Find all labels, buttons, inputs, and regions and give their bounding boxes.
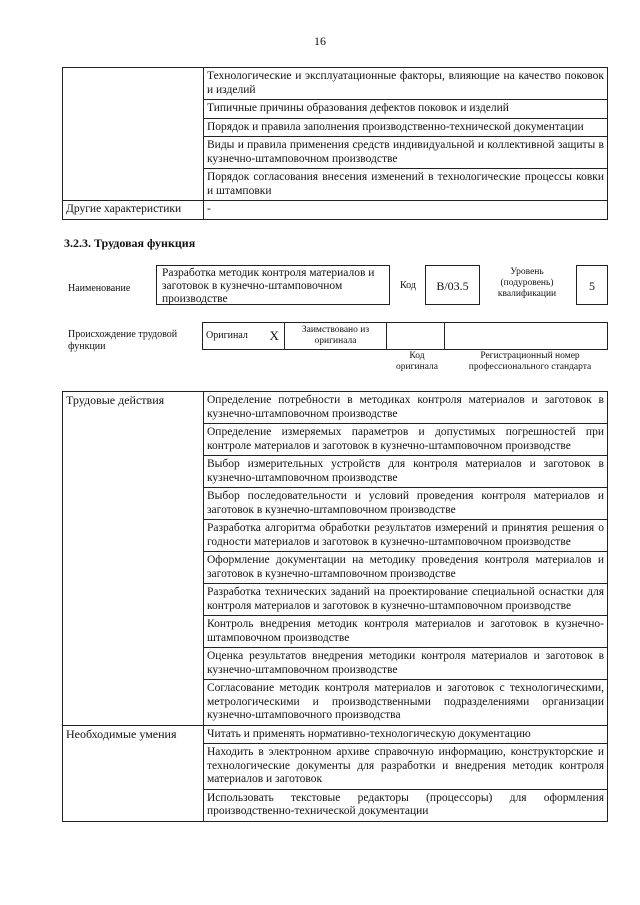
labor-action-item: Контроль внедрения методик контроля материалов и заготовок в кузнечно-штамповочном производстве [204, 616, 608, 648]
table-row [203, 323, 608, 350]
labor-action-item: Определение потребности в методиках контроля материалов и заготовок в кузнечно-штамповочном производстве [204, 392, 608, 424]
table-row [63, 392, 608, 424]
original-mark: X [265, 323, 285, 350]
code-label: Код [400, 280, 416, 291]
other-characteristics-value: - [204, 201, 608, 220]
knowledge-table [62, 67, 608, 220]
table-row [63, 725, 608, 744]
empty-label-cell [63, 68, 204, 201]
knowledge-item: Технологические и эксплуатационные факторы, влияющие на качество поковок и изделий [204, 68, 608, 100]
table-row [63, 201, 608, 220]
skills-label: Необходимые умения [63, 725, 204, 821]
labor-action-item: Выбор последовательности и условий проведения контроля материалов и заготовок в кузнечно-штамповочном производстве [204, 488, 608, 520]
page-number: 16 [314, 34, 326, 48]
table-row [63, 68, 608, 100]
level-box [576, 265, 608, 305]
labor-action-item: Разработка алгоритма обработки результатов измерений и принятия решения о годности материалов и заготовок в кузнечно-штамповочном производстве [204, 520, 608, 552]
function-name: Разработка методик контроля материалов и заготовок в кузнечно-штамповочном производстве [162, 267, 375, 305]
original-code-cell [387, 323, 445, 350]
skill-item: Читать и применять нормативно-технологическую документацию [204, 725, 608, 744]
labor-actions-label: Трудовые действия [63, 392, 204, 726]
function-name-box [156, 265, 390, 305]
section-heading: 3.2.3. Трудовая функция [64, 236, 196, 250]
code-value: В/03.5 [436, 279, 469, 293]
knowledge-item: Типичные причины образования дефектов поковок и изделий [204, 100, 608, 119]
knowledge-item: Виды и правила применения средств индивидуальной и коллективной защиты в кузнечно-штамповочном производстве [204, 137, 608, 169]
code-caption: Код оригинала [396, 351, 438, 372]
knowledge-item: Порядок и правила заполнения производственно-технической документации [204, 118, 608, 137]
labor-action-item: Оценка результатов внедрения методики контроля материалов и заготовок в кузнечно-штамповочном производстве [204, 648, 608, 680]
registration-number-cell [445, 323, 608, 350]
labor-action-item: Выбор измерительных устройств для контроля материалов и заготовок в кузнечно-штамповочном производстве [204, 456, 608, 488]
labor-action-item: Определение измеряемых параметров и допустимых погрешностей при контроле материалов и заготовок в кузнечно-штамповочном производстве [204, 424, 608, 456]
borrowed-label: Заимствовано из оригинала [285, 323, 387, 350]
level-value: 5 [589, 279, 595, 293]
labor-action-item: Согласование методик контроля материалов и заготовок с технологическими, метрологическими и производственными подразделениями организации кузнечно-штамповочного производства [204, 680, 608, 726]
original-label: Оригинал [203, 323, 265, 350]
other-characteristics-label: Другие характеристики [63, 201, 204, 220]
name-label: Наименование [68, 283, 131, 294]
registration-caption: Регистрационный номер профессионального стандарта [468, 351, 592, 372]
skill-item: Находить в электронном архиве справочную информацию, конструкторские и технологические документы для разработки и внедрения методик контроля материалов и заготовок [204, 744, 608, 790]
labor-action-item: Разработка технических заданий на проектирование специальной оснастки для контроля материалов и заготовок в кузнечно-штамповочном производстве [204, 584, 608, 616]
origin-table [202, 322, 608, 350]
labor-action-item: Оформление документации на методику проведения контроля материалов и заготовок в кузнечно-штамповочном производстве [204, 552, 608, 584]
level-label: Уровень (подуровень) квалификации [497, 267, 557, 299]
skill-item: Использовать текстовые редакторы (процессоры) для оформления производственно-технической документации [204, 789, 608, 821]
origin-label: Происхождение трудовой функции [68, 329, 178, 352]
code-box [425, 265, 480, 305]
knowledge-item: Порядок согласования внесения изменений в технологические процессы ковки и штамповки [204, 169, 608, 201]
functions-table [62, 391, 608, 822]
